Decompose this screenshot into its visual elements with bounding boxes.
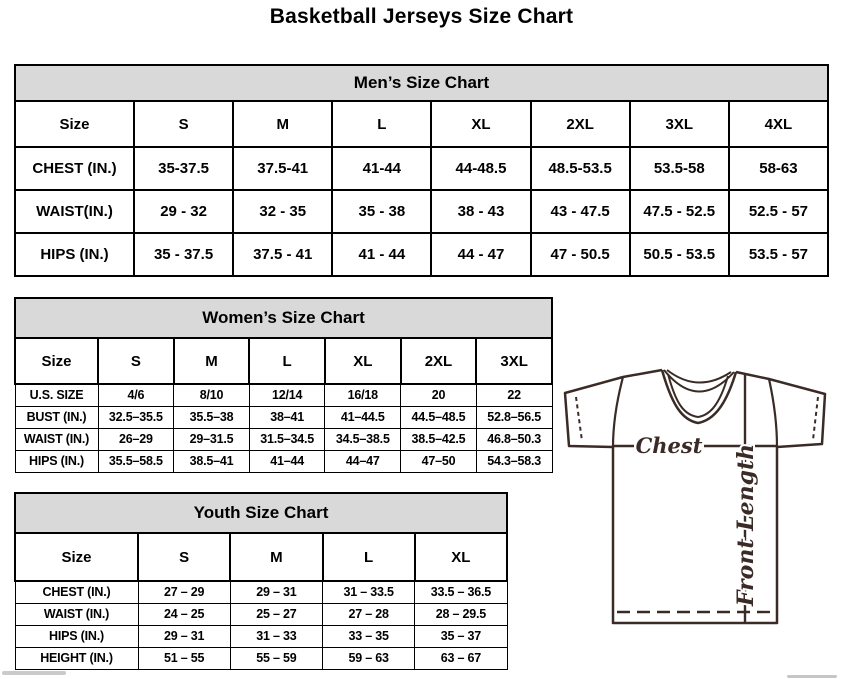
value-cell: 29 – 31 — [138, 625, 230, 647]
value-cell: 38.5–42.5 — [401, 428, 477, 450]
column-header-cell: M — [233, 101, 332, 147]
table-row — [15, 406, 552, 428]
value-cell: 31.5–34.5 — [249, 428, 325, 450]
value-cell: 4/6 — [98, 384, 174, 406]
value-cell: 29 – 31 — [230, 581, 322, 603]
value-cell: 33.5 – 36.5 — [415, 581, 507, 603]
value-cell: 8/10 — [174, 384, 250, 406]
table-row — [15, 581, 507, 603]
value-cell: 31 – 33 — [230, 625, 322, 647]
column-header-cell: XL — [415, 533, 507, 581]
table-row — [15, 233, 828, 276]
value-cell: 55 – 59 — [230, 647, 322, 669]
value-cell: 44–47 — [325, 450, 401, 472]
v-neck-outer-line — [662, 370, 736, 423]
table-row — [15, 647, 507, 669]
right-armhole-seam — [769, 379, 777, 447]
column-header-cell: 2XL — [531, 101, 630, 147]
value-cell: 27 – 29 — [138, 581, 230, 603]
value-cell: 53.5 - 57 — [729, 233, 828, 276]
row-label-cell: BUST (IN.) — [15, 406, 98, 428]
page-title: Basketball Jerseys Size Chart — [269, 5, 574, 28]
womens-chart-title: Women’s Size Chart — [15, 298, 552, 338]
column-header-cell: 3XL — [476, 338, 552, 384]
table-row — [15, 428, 552, 450]
value-cell: 38–41 — [249, 406, 325, 428]
horizontal-scrollbar-thumb[interactable] — [787, 675, 837, 678]
row-label-cell: CHEST (IN.) — [15, 581, 138, 603]
value-cell: 35 - 37.5 — [134, 233, 233, 276]
column-header-cell: L — [249, 338, 325, 384]
value-cell: 37.5 - 41 — [233, 233, 332, 276]
table-title-band — [15, 493, 507, 533]
value-cell: 44 - 47 — [431, 233, 530, 276]
column-header-cell: Size — [15, 533, 138, 581]
column-header-cell: M — [230, 533, 322, 581]
column-header-cell: Size — [15, 338, 98, 384]
table-title-band — [15, 65, 828, 101]
value-cell: 28 – 29.5 — [415, 603, 507, 625]
value-cell: 32 - 35 — [233, 190, 332, 233]
value-cell: 29 - 32 — [134, 190, 233, 233]
table-row — [15, 625, 507, 647]
value-cell: 41–44 — [249, 450, 325, 472]
value-cell: 32.5–35.5 — [98, 406, 174, 428]
jersey-measurement-diagram — [557, 360, 842, 660]
womens-size-chart-table — [14, 297, 553, 473]
column-header-row — [15, 101, 828, 147]
row-label-cell: CHEST (IN.) — [15, 147, 134, 190]
value-cell: 47 - 50.5 — [531, 233, 630, 276]
mens-chart-title: Men’s Size Chart — [15, 65, 828, 101]
value-cell: 37.5-41 — [233, 147, 332, 190]
value-cell: 48.5-53.5 — [531, 147, 630, 190]
value-cell: 50.5 - 53.5 — [630, 233, 729, 276]
table-row — [15, 384, 552, 406]
value-cell: 38 - 43 — [431, 190, 530, 233]
table-title-band — [15, 298, 552, 338]
left-armhole-seam — [613, 377, 623, 447]
table-row — [15, 147, 828, 190]
table-row — [15, 450, 552, 472]
column-header-cell: XL — [325, 338, 401, 384]
value-cell: 43 - 47.5 — [531, 190, 630, 233]
row-label-cell: HIPS (IN.) — [15, 233, 134, 276]
value-cell: 33 – 35 — [323, 625, 415, 647]
column-header-cell: S — [134, 101, 233, 147]
column-header-cell: 4XL — [729, 101, 828, 147]
value-cell: 20 — [401, 384, 477, 406]
row-label-cell: HIPS (IN.) — [15, 625, 138, 647]
value-cell: 35 – 37 — [415, 625, 507, 647]
value-cell: 41–44.5 — [325, 406, 401, 428]
front-length-label: Front Length — [733, 443, 759, 607]
value-cell: 25 – 27 — [230, 603, 322, 625]
row-label-cell: WAIST (IN.) — [15, 428, 98, 450]
jersey-outline — [565, 370, 825, 623]
value-cell: 41-44 — [332, 147, 431, 190]
value-cell: 26–29 — [98, 428, 174, 450]
row-label-cell: HEIGHT (IN.) — [15, 647, 138, 669]
table-row — [15, 603, 507, 625]
value-cell: 16/18 — [325, 384, 401, 406]
value-cell: 54.3–58.3 — [476, 450, 552, 472]
value-cell: 44-48.5 — [431, 147, 530, 190]
value-cell: 24 – 25 — [138, 603, 230, 625]
row-label-cell: WAIST(IN.) — [15, 190, 134, 233]
value-cell: 12/14 — [249, 384, 325, 406]
column-header-cell: Size — [15, 101, 134, 147]
column-header-row — [15, 338, 552, 384]
value-cell: 35.5–38 — [174, 406, 250, 428]
youth-chart-title: Youth Size Chart — [15, 493, 507, 533]
row-label-cell: WAIST (IN.) — [15, 603, 138, 625]
column-header-cell: L — [332, 101, 431, 147]
value-cell: 46.8–50.3 — [476, 428, 552, 450]
column-header-cell: XL — [431, 101, 530, 147]
row-label-cell: U.S. SIZE — [15, 384, 98, 406]
value-cell: 47–50 — [401, 450, 477, 472]
value-cell: 52.5 - 57 — [729, 190, 828, 233]
value-cell: 51 – 55 — [138, 647, 230, 669]
column-header-row — [15, 533, 507, 581]
value-cell: 29–31.5 — [174, 428, 250, 450]
value-cell: 38.5–41 — [174, 450, 250, 472]
value-cell: 63 – 67 — [415, 647, 507, 669]
column-header-cell: S — [138, 533, 230, 581]
value-cell: 31 – 33.5 — [323, 581, 415, 603]
value-cell: 41 - 44 — [332, 233, 431, 276]
left-sleeve-stitch-line — [576, 397, 582, 441]
value-cell: 35 - 38 — [332, 190, 431, 233]
column-header-cell: M — [174, 338, 250, 384]
value-cell: 58-63 — [729, 147, 828, 190]
value-cell: 44.5–48.5 — [401, 406, 477, 428]
collar-back-arc — [667, 370, 731, 383]
column-header-cell: 2XL — [401, 338, 477, 384]
right-sleeve-stitch-line — [813, 397, 818, 440]
row-label-cell: HIPS (IN.) — [15, 450, 98, 472]
horizontal-scrollbar-thumb[interactable] — [2, 671, 66, 675]
value-cell: 52.8–56.5 — [476, 406, 552, 428]
column-header-cell: 3XL — [630, 101, 729, 147]
column-header-cell: L — [323, 533, 415, 581]
column-header-cell: S — [98, 338, 174, 384]
value-cell: 35-37.5 — [134, 147, 233, 190]
youth-size-chart-table — [14, 492, 508, 670]
table-row — [15, 190, 828, 233]
value-cell: 27 – 28 — [323, 603, 415, 625]
chest-label: Chest — [635, 433, 703, 458]
value-cell: 59 – 63 — [323, 647, 415, 669]
mens-size-chart-table — [14, 64, 829, 277]
value-cell: 53.5-58 — [630, 147, 729, 190]
value-cell: 35.5–58.5 — [98, 450, 174, 472]
value-cell: 22 — [476, 384, 552, 406]
value-cell: 47.5 - 52.5 — [630, 190, 729, 233]
value-cell: 34.5–38.5 — [325, 428, 401, 450]
